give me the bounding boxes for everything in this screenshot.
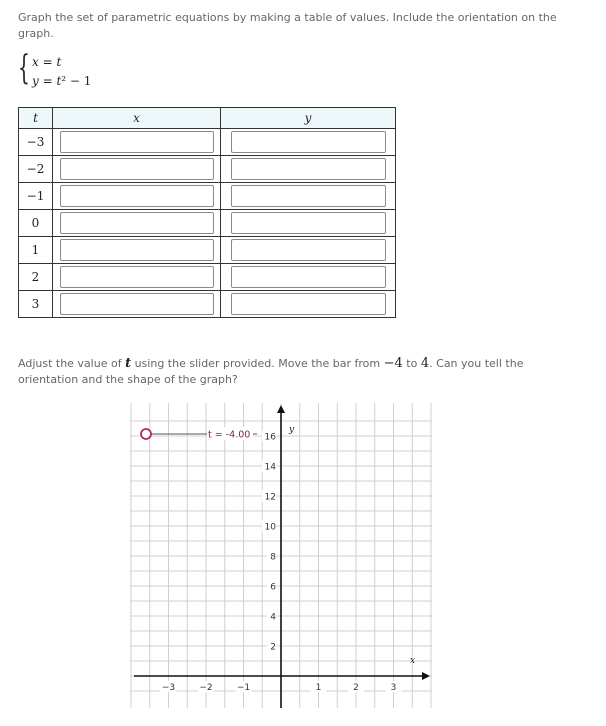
x-axis-arrow-icon [422, 672, 430, 680]
t-value: 0 [19, 210, 53, 237]
y-tick-label: 8 [270, 552, 276, 563]
t-value: −2 [19, 156, 53, 183]
y-input[interactable] [231, 158, 386, 180]
y-tick-label: 14 [264, 462, 276, 473]
graph-panel[interactable] [130, 403, 432, 712]
table-header-row [19, 108, 396, 129]
adjust-text-2: using the slider provided. Move the bar from [131, 357, 384, 370]
adjust-var: t [125, 356, 132, 371]
table-row [19, 291, 396, 318]
parametric-system [18, 48, 138, 92]
y-input[interactable] [231, 212, 386, 234]
header-t: t [19, 108, 53, 129]
x-tick-label: −2 [199, 683, 213, 693]
y-input[interactable] [231, 293, 386, 315]
x-tick-label: −1 [236, 683, 251, 693]
header-x: x [53, 108, 221, 129]
x-input[interactable] [60, 158, 214, 180]
x-tick-label: 1 [315, 683, 322, 693]
x-input[interactable] [60, 131, 214, 153]
x-axis-label: x [410, 656, 416, 666]
slider-instructions [18, 356, 538, 388]
y-tick-label: 16 [264, 432, 276, 443]
x-input[interactable] [60, 185, 214, 207]
x-tick-label: 3 [390, 683, 397, 693]
y-tick-label: 6 [270, 582, 276, 593]
system-brace: { [18, 48, 30, 88]
t-value: 2 [19, 264, 53, 291]
x-tick-label: −3 [161, 683, 176, 693]
values-table [18, 107, 396, 318]
y-tick-label: 12 [264, 492, 276, 503]
adjust-from: −4 [383, 356, 403, 371]
x-input[interactable] [60, 293, 214, 315]
table-row [19, 210, 396, 237]
table-row [19, 156, 396, 183]
x-tick-label: 2 [353, 683, 359, 693]
slider-value-label: t = -4.00 [208, 429, 251, 441]
y-input[interactable] [231, 266, 386, 288]
t-value: −1 [19, 183, 53, 210]
table-row [19, 183, 396, 210]
table-row [19, 129, 396, 156]
instructions-text: Graph the set of parametric equations by making a table of values. Include the orientation on the graph. [18, 11, 557, 40]
adjust-text-3: to [402, 357, 421, 370]
slider-handle[interactable] [141, 429, 151, 439]
equation-x: 𝑥 = 𝑡 [32, 55, 62, 69]
adjust-to: 4 [420, 356, 430, 371]
equation-y: 𝑦 = 𝑡² − 1 [32, 74, 92, 88]
coordinate-plane[interactable] [130, 403, 432, 708]
t-value: 1 [19, 237, 53, 264]
x-input[interactable] [60, 266, 214, 288]
adjust-text-4: . Can you tell the orientation and the shape of the graph? [18, 357, 524, 386]
x-input[interactable] [60, 212, 214, 234]
x-input[interactable] [60, 239, 214, 261]
y-tick-label: 4 [270, 612, 276, 623]
t-slider[interactable] [141, 427, 257, 441]
table-row [19, 237, 396, 264]
t-value: −3 [19, 129, 53, 156]
header-y: y [221, 108, 396, 129]
y-input[interactable] [231, 185, 386, 207]
y-axis-arrow-icon [277, 405, 285, 413]
y-input[interactable] [231, 239, 386, 261]
table-row [19, 264, 396, 291]
y-tick-label: 10 [264, 522, 276, 533]
adjust-text-1: Adjust the value of [18, 357, 126, 370]
y-axis-label: y [289, 425, 295, 435]
y-tick-label: 2 [270, 642, 276, 653]
y-input[interactable] [231, 131, 386, 153]
t-value: 3 [19, 291, 53, 318]
